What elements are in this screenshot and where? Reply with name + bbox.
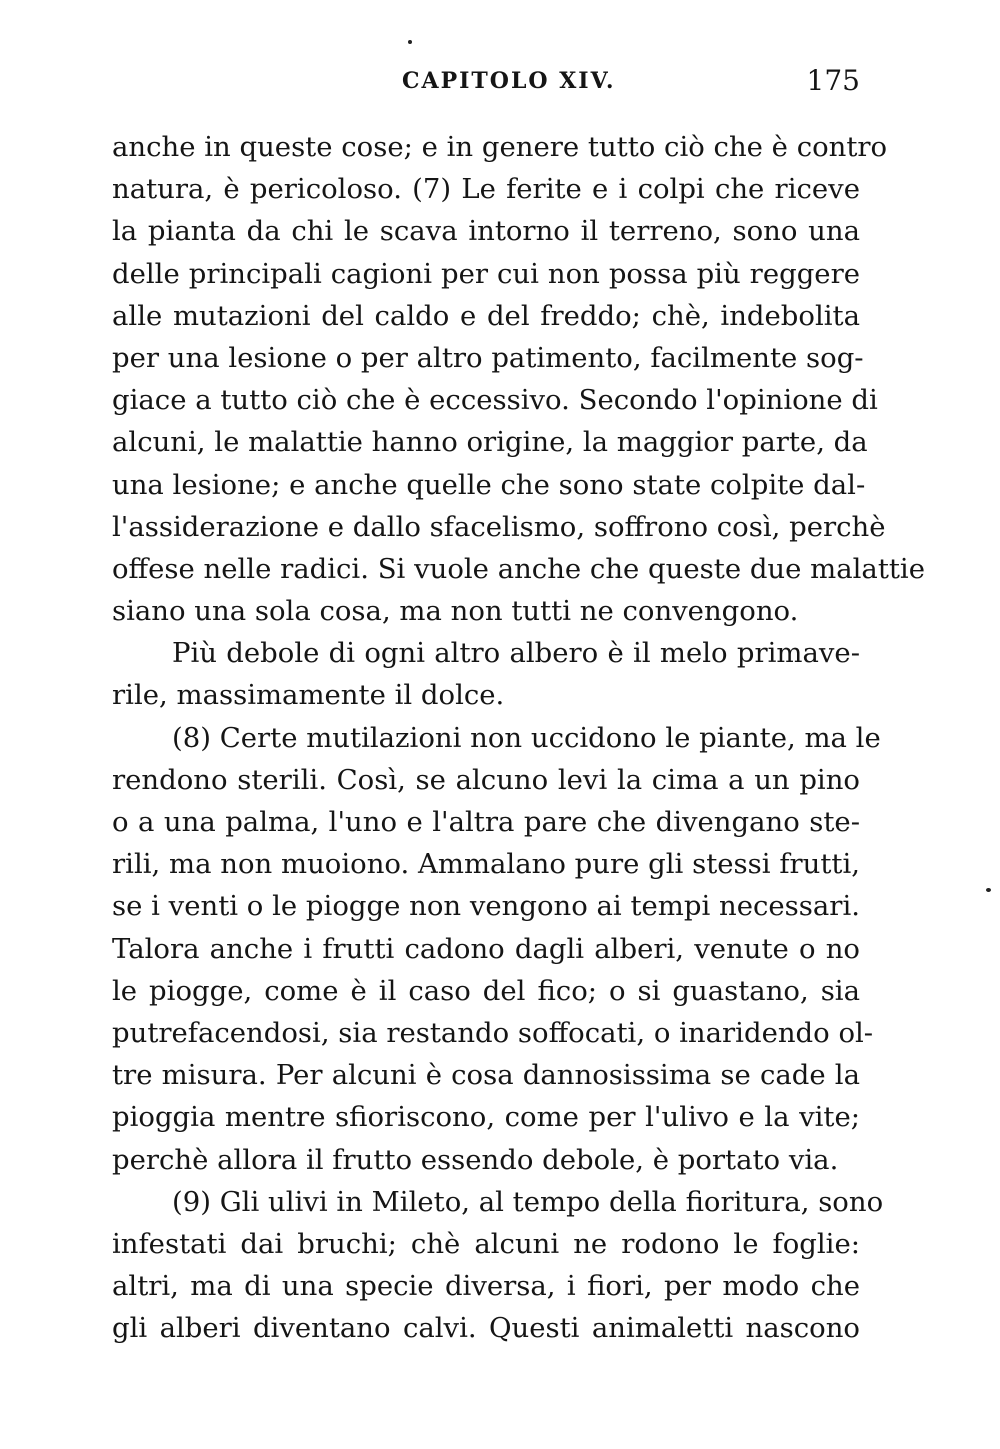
ink-speck-right	[986, 888, 991, 892]
text-line: altri, ma di una specie diversa, i fiori, per modo che	[112, 1270, 860, 1303]
text-line: per una lesione o per altro patimento, facilmente sog-	[112, 341, 864, 374]
text-line: anche in queste cose; e in genere tutto ciò che è contro	[112, 131, 888, 163]
ink-speck-top	[408, 40, 412, 44]
text-line: la pianta da chi le scava intorno il terreno, sono una	[112, 215, 860, 248]
page-number: 175	[806, 64, 860, 97]
text-line: alle mutazioni del caldo e del freddo; chè, indebolita	[112, 299, 860, 332]
text-line: gli alberi diventano calvi. Questi animaletti nascono	[112, 1312, 860, 1345]
text-line: Talora anche i frutti cadono dagli alberi, venute o no	[112, 932, 860, 965]
text-line: (8) Certe mutilazioni non uccidono le piante, ma le	[172, 721, 881, 754]
text-line: delle principali cagioni per cui non possa più reggere	[112, 257, 860, 290]
text-line: putrefacendosi, sia restando soffocati, o inaridendo ol-	[112, 1016, 874, 1049]
text-line: rili, ma non muoiono. Ammalano pure gli stessi frutti,	[112, 848, 860, 881]
text-line: rendono sterili. Così, se alcuno levi la cima a un pino	[112, 763, 860, 796]
text-line: perchè allora il frutto essendo debole, è portato via.	[112, 1143, 839, 1176]
text-line: giace a tutto ciò che è eccessivo. Secondo l'opinione di	[112, 384, 878, 417]
text-line: siano una sola cosa, ma non tutti ne convengono.	[112, 595, 799, 628]
text-line: rile, massimamente il dolce.	[112, 679, 505, 712]
running-head: CAPITOLO XIV.	[402, 68, 616, 94]
text-line: (9) Gli ulivi in Mileto, al tempo della fioritura, sono	[172, 1185, 884, 1218]
page-header	[112, 64, 860, 108]
text-line: alcuni, le malattie hanno origine, la maggior parte, da	[112, 426, 868, 459]
text-line: tre misura. Per alcuni è cosa dannosissima se cade la	[112, 1059, 860, 1092]
text-line: una lesione; e anche quelle che sono state colpite dal-	[112, 468, 866, 501]
text-line: se i venti o le piogge non vengono ai tempi necessari.	[112, 890, 860, 923]
text-line: Più debole di ogni altro albero è il melo primave-	[172, 637, 860, 670]
text-line: offese nelle radici. Si vuole anche che queste due malattie	[112, 552, 925, 585]
text-line: o a una palma, l'uno e l'altra pare che divengano ste-	[112, 806, 860, 838]
text-line: infestati dai bruchi; chè alcuni ne rodono le foglie:	[112, 1227, 860, 1260]
text-line: pioggia mentre sfioriscono, come per l'ulivo e la vite;	[112, 1101, 860, 1134]
body-text	[112, 126, 925, 1349]
text-line: l'assiderazione e dallo sfacelismo, soffrono così, perchè	[112, 510, 886, 543]
text-line: natura, è pericoloso. (7) Le ferite e i colpi che riceve	[112, 173, 860, 206]
text-line: le piogge, come è il caso del fico; o si guastano, sia	[112, 974, 860, 1007]
